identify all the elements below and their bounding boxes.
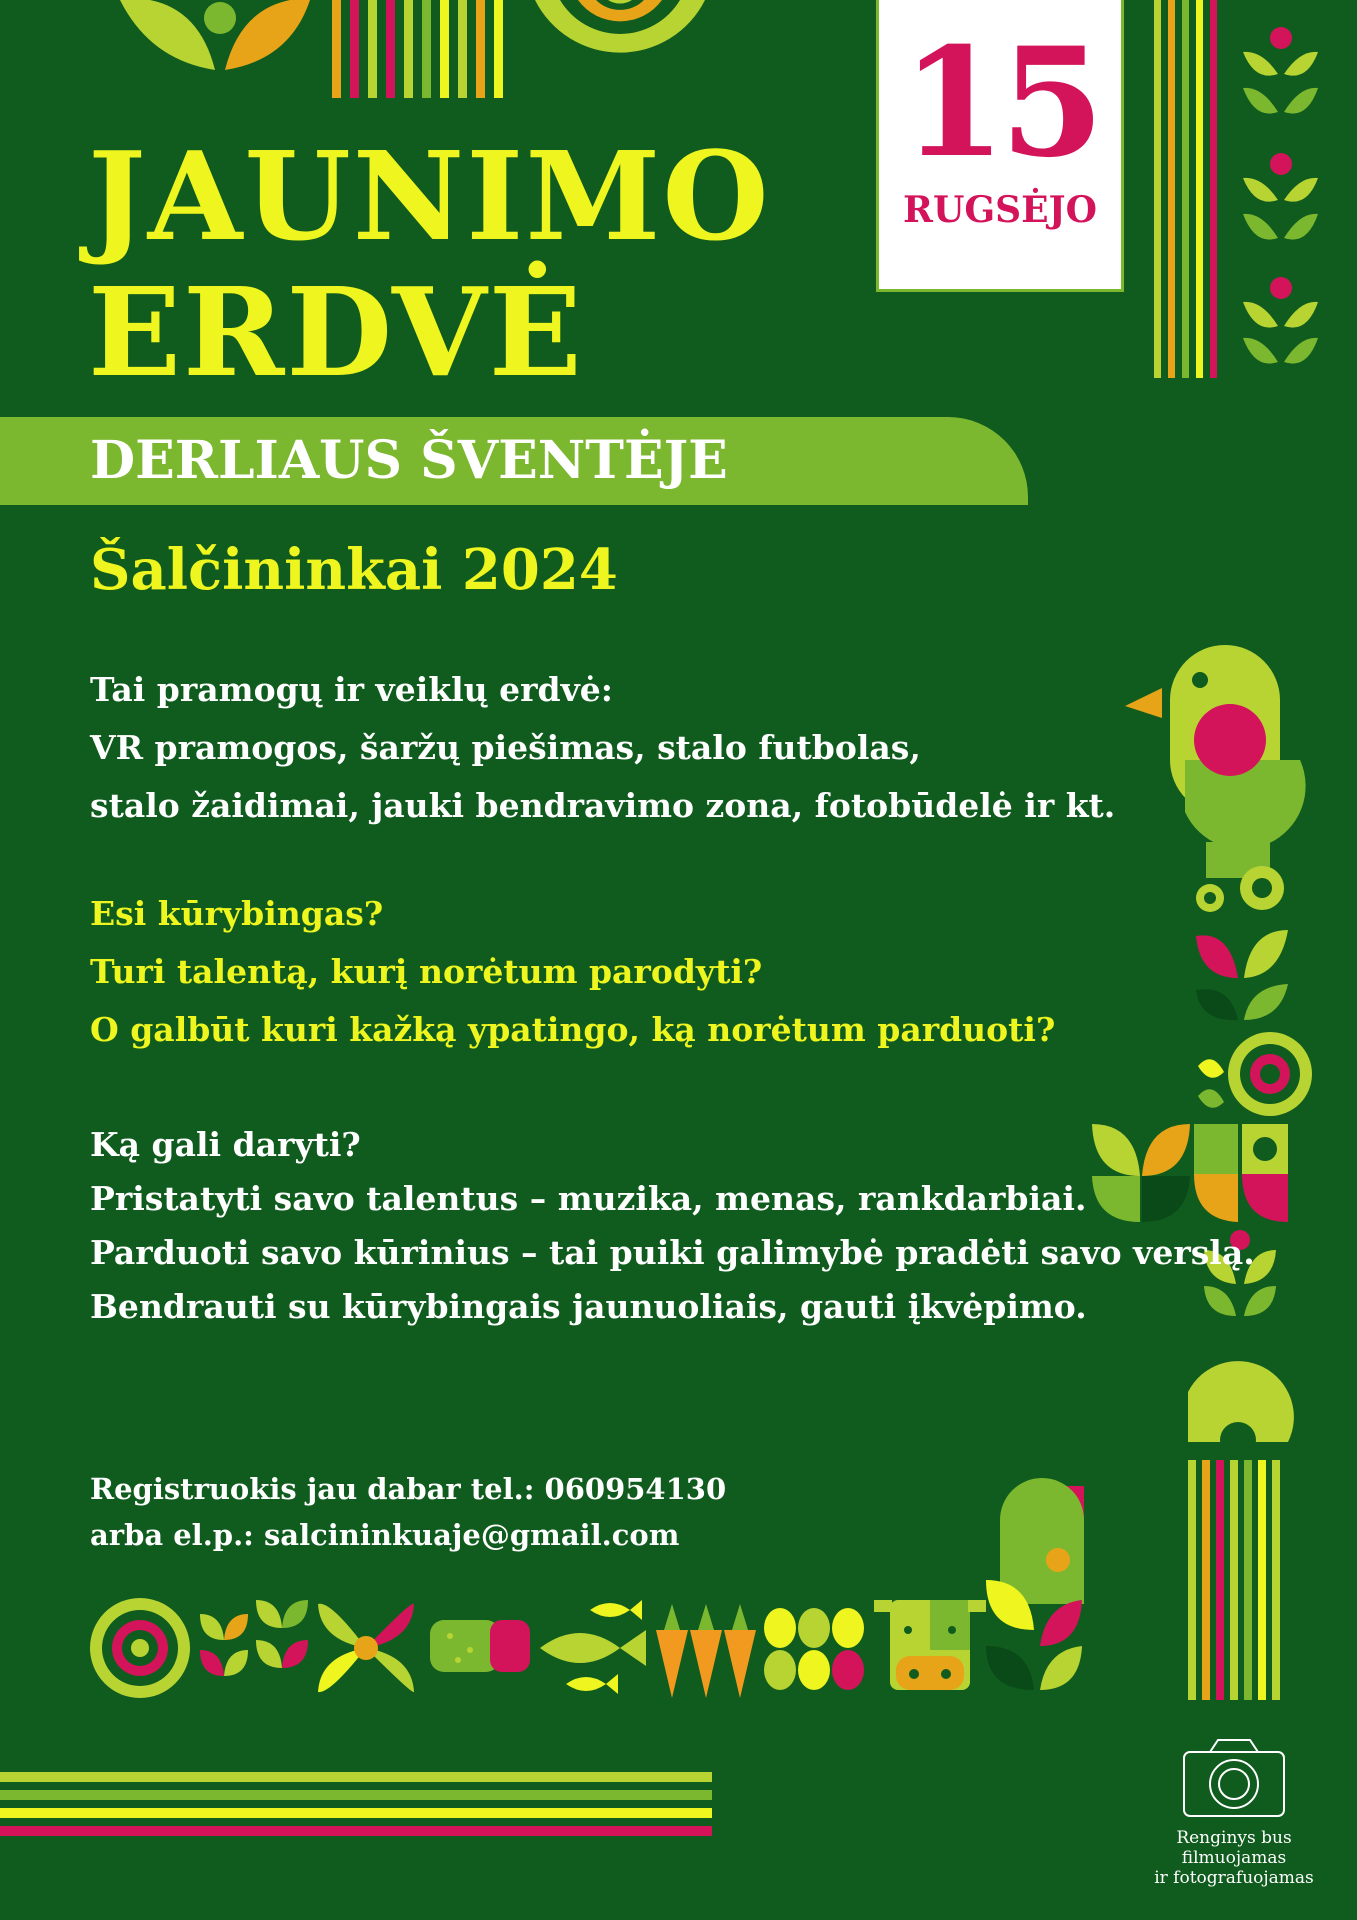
date-day: 15 <box>901 15 1099 191</box>
banner-text: DERLIAUS ŠVENTĖJE <box>90 430 728 491</box>
carrot-icon <box>656 1604 756 1698</box>
what-to-do-paragraph <box>90 1118 1255 1334</box>
sprouts-icon <box>200 1600 308 1676</box>
concentric-circles-icon <box>535 0 705 53</box>
questions-paragraph <box>90 885 1055 1059</box>
festival-banner <box>0 417 1028 505</box>
what-to-do-line: Ką gali daryti? <box>90 1125 361 1164</box>
question-line: Esi kūrybingas? <box>90 894 384 933</box>
date-month: RUGSĖJO <box>903 189 1097 231</box>
contact-info <box>90 1466 726 1558</box>
what-to-do-line: Pristatyti savo talentus – muzika, menas, rankdarbiai. <box>90 1179 1087 1218</box>
photo-notice <box>1136 1828 1332 1888</box>
cow-icon <box>874 1600 986 1690</box>
vertical-stripes-icon <box>1154 0 1217 378</box>
photo-note-line: ir fotografuojamas <box>1154 1868 1314 1888</box>
bread-icon <box>430 1620 530 1672</box>
contact-phone: Registruokis jau dabar tel.: 060954130 <box>90 1472 727 1506</box>
photo-note-line: Renginys bus <box>1176 1828 1292 1848</box>
eggs-icon <box>764 1608 864 1690</box>
flower-icon <box>1196 930 1312 1116</box>
title-line-1: JAUNIMO <box>88 124 771 268</box>
tractor-icon <box>1196 842 1284 912</box>
question-line: Turi talentą, kurį norėtum parodyti? <box>90 952 763 991</box>
photo-note-line: filmuojamas <box>1181 1848 1287 1868</box>
activities-paragraph <box>90 661 1115 835</box>
bird-icon <box>1125 645 1306 849</box>
leaf-sprout-icon <box>120 0 310 70</box>
question-line: O galbūt kuri kažką ypatingo, ką norėtum parduoti? <box>90 1010 1056 1049</box>
pinwheel-icon <box>318 1604 414 1692</box>
contact-email: arba el.p.: salcininkuaje@gmail.com <box>90 1518 680 1552</box>
tulip-stalk-icon <box>1243 27 1318 364</box>
stripes-icon <box>332 0 503 98</box>
location-year: Šalčininkai 2024 <box>90 537 618 603</box>
event-title <box>88 124 771 404</box>
title-line-2: ERDVĖ <box>88 260 584 404</box>
camera-icon <box>1184 1740 1284 1816</box>
date-badge <box>876 0 1124 292</box>
hen-icon <box>986 1478 1084 1690</box>
activities-line: stalo žaidimai, jauki bendravimo zona, fotobūdelė ir kt. <box>90 786 1116 825</box>
what-to-do-line: Parduoti savo kūrinius – tai puiki galimybė pradėti savo verslą. <box>90 1233 1255 1272</box>
activities-line: Tai pramogų ir veiklų erdvė: <box>90 670 613 709</box>
bottom-stripes-icon <box>0 1772 712 1836</box>
what-to-do-line: Bendrauti su kūrybingais jaunuoliais, gauti įkvėpimo. <box>90 1287 1087 1326</box>
tall-stalk-icon <box>1188 1361 1294 1700</box>
fish-icon <box>540 1600 646 1694</box>
activities-line: VR pramogos, šaržų piešimas, stalo futbolas, <box>90 728 921 767</box>
target-icon <box>90 1598 190 1698</box>
